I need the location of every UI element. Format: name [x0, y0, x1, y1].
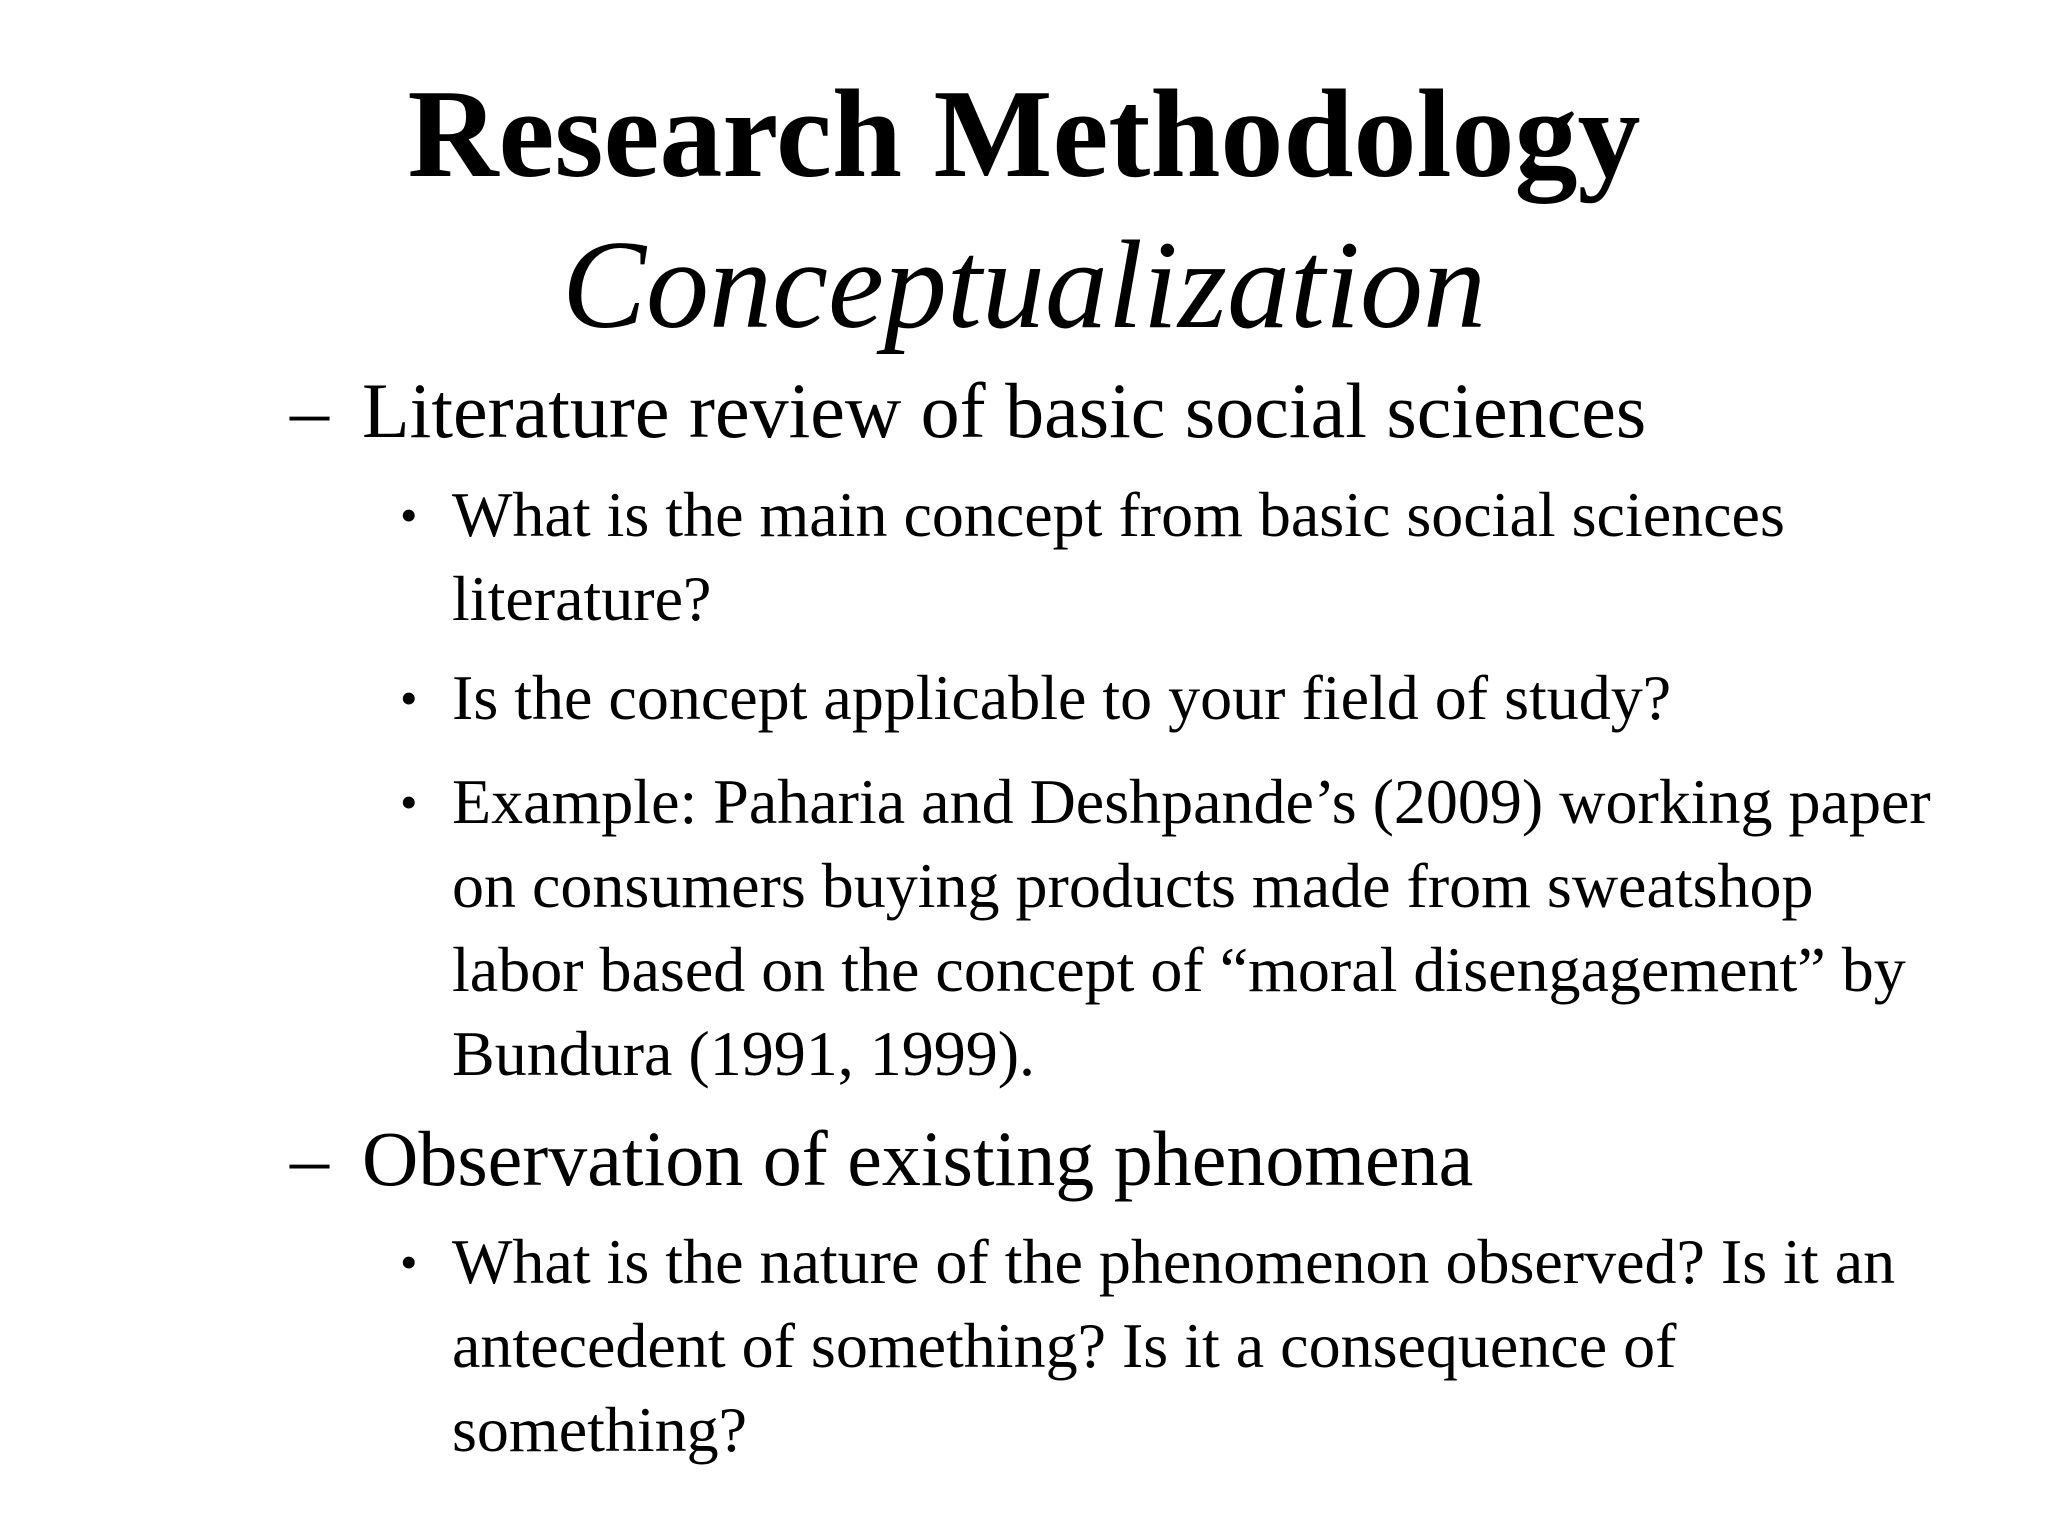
bullet-text: Example: Paharia and Deshpande’s (2009) working paper on consumers buying products made from sweatshop labor based on the concept of “moral disengagement” by Bundura (1991, 1999). — [452, 766, 1931, 1089]
bullet-text: What is the nature of the phenomenon observed? Is it an antecedent of something? Is it a consequence of something? — [452, 1226, 1896, 1465]
bullet-text: What is the main concept from basic social sciences literature? — [452, 479, 1785, 634]
dash-marker: – — [290, 1115, 329, 1202]
bullet-item-concept-applicable — [400, 656, 1960, 740]
slide-title: Research Methodology — [407, 65, 1641, 204]
bullet-marker: • — [400, 487, 418, 543]
bullet-item-main-concept — [400, 473, 1960, 641]
section-heading-literature-review — [290, 368, 1646, 454]
section-heading-text: Observation of existing phenomena — [362, 1115, 1474, 1202]
section-heading-text: Literature review of basic social sciences — [362, 367, 1647, 454]
bullet-marker: • — [400, 1234, 418, 1290]
bullet-text: Is the concept applicable to your field of study? — [452, 662, 1672, 733]
bullet-marker: • — [400, 774, 418, 830]
bullet-item-phenomenon-nature — [400, 1220, 1960, 1472]
slide-subtitle: Conceptualization — [562, 216, 1486, 355]
bullet-marker: • — [400, 670, 418, 726]
section-heading-observation — [290, 1116, 1473, 1202]
bullet-item-example — [400, 760, 1960, 1096]
dash-marker: – — [290, 367, 329, 454]
